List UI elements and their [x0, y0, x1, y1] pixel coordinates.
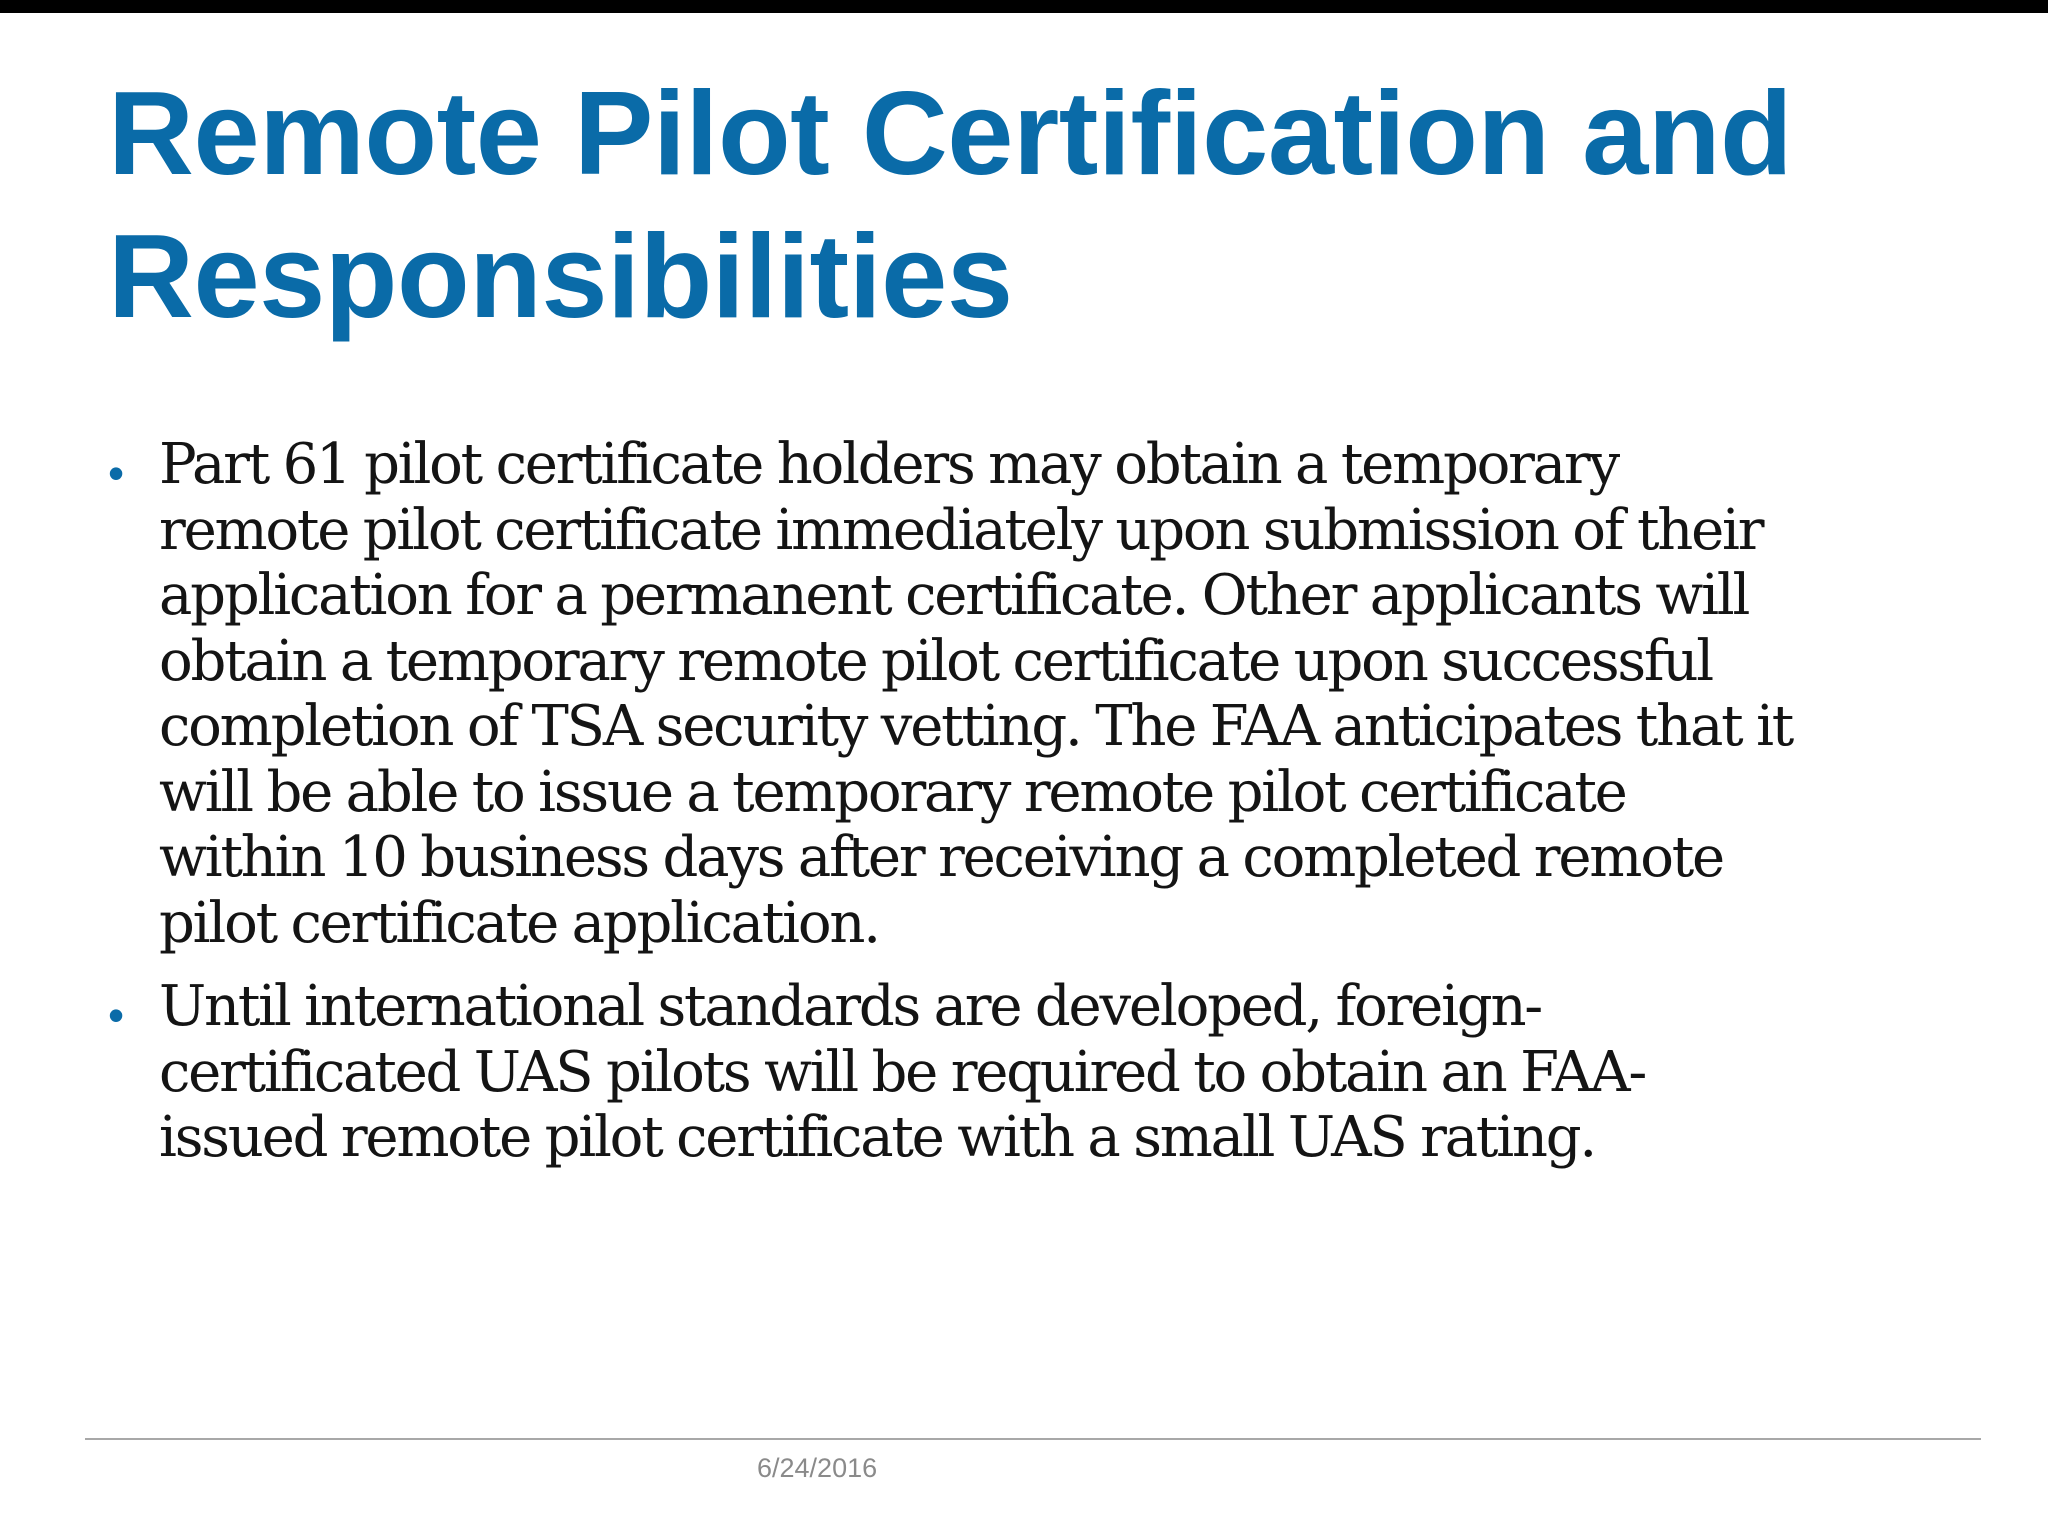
bullet-text-line: Part 61 pilot certificate holders may obtain a temporary [159, 432, 1618, 497]
bullet-text-line: Until international standards are developed, foreign- [159, 974, 1542, 1039]
slide-title [108, 62, 1968, 348]
bullet-item-part-61 [0, 432, 2048, 956]
bullet-text-line: completion of TSA security vetting. The FAA anticipates that it [159, 694, 1793, 759]
slide-title-line-2: Responsibilities [108, 210, 1013, 343]
bullet-icon: • [108, 447, 125, 499]
bullet-icon: • [108, 989, 125, 1041]
bullet-text-line: will be able to issue a temporary remote pilot certificate [159, 759, 1626, 825]
top-bar [0, 0, 2048, 13]
bullet-text-line: remote pilot certificate immediately upon submission of their [159, 497, 1763, 563]
bullet-list [0, 432, 2048, 1189]
bullet-text-line: obtain a temporary remote pilot certificate upon successful [159, 628, 1713, 694]
bullet-item-foreign-pilots [0, 974, 2048, 1171]
bullet-text-line: pilot certificate application. [159, 890, 879, 956]
bullet-text-line: within 10 business days after receiving a completed remote [159, 825, 1723, 890]
bullet-text-line: application for a permanent certificate. Other applicants will [159, 563, 1749, 628]
slide-title-line-1: Remote Pilot Certification and [108, 67, 1793, 200]
bullet-text-line: certificated UAS pilots will be required to obtain an FAA- [159, 1039, 1646, 1105]
bullet-text-line: issued remote pilot certificate with a small UAS rating. [159, 1105, 1596, 1170]
footer-divider [85, 1438, 1981, 1440]
footer-date: 6/24/2016 [757, 1453, 878, 1483]
